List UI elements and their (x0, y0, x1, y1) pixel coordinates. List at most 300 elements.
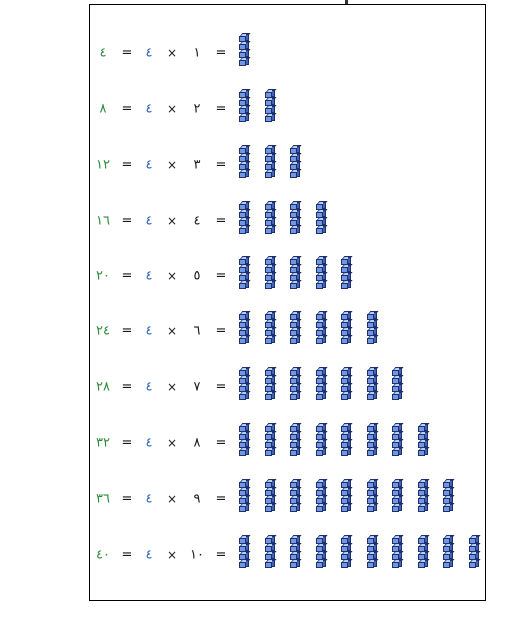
cube-icon (265, 169, 274, 176)
cube-icon (392, 439, 401, 446)
cube-icon (316, 327, 325, 334)
cube-icon (367, 423, 376, 430)
cube-icon (316, 423, 325, 430)
cube-icon (316, 272, 325, 279)
cube-stack (392, 535, 404, 575)
cube-icon (239, 559, 248, 566)
cube-icon (239, 256, 248, 263)
cube-icon (341, 375, 350, 382)
cube-icon (418, 495, 427, 502)
cube-icon (316, 201, 325, 208)
cube-icon (316, 311, 325, 318)
product-value: ٢٨ (96, 379, 110, 395)
equals-sign: = (121, 323, 133, 339)
cube-icon (418, 559, 427, 566)
multiplier-value: ٣ (193, 157, 201, 173)
cube-stack (418, 535, 430, 575)
cube-icon (239, 33, 248, 40)
cube-icon (443, 535, 452, 542)
cube-icon (316, 367, 325, 374)
cube-icon (367, 495, 376, 502)
cube-icon (265, 105, 274, 112)
cube-icon (265, 311, 274, 318)
cube-icon (443, 495, 452, 502)
product-value: ٢٠ (96, 268, 110, 284)
cube-icon (341, 319, 350, 326)
cube-icon (265, 551, 274, 558)
equals-sign: = (121, 547, 133, 563)
cube-icon (290, 225, 299, 232)
cube-icon (239, 335, 248, 342)
multiplicand-value: ٤ (145, 491, 153, 507)
cube-icon (316, 375, 325, 382)
cube-icon (367, 487, 376, 494)
cube-icon (367, 367, 376, 374)
cube-stack (469, 535, 481, 575)
cube-icon (316, 431, 325, 438)
cube-icon (367, 559, 376, 566)
cube-icon (239, 169, 248, 176)
cube-stack (290, 256, 302, 296)
cube-icon (239, 319, 248, 326)
cube-icon (265, 280, 274, 287)
cube-icon (341, 439, 350, 446)
multiplier-value: ٤ (193, 213, 201, 229)
multiplier-value: ١ (193, 45, 201, 61)
equals-sign: = (215, 45, 227, 61)
cube-icon (316, 280, 325, 287)
cube-icon (290, 272, 299, 279)
cube-icon (392, 487, 401, 494)
cube-icon (290, 201, 299, 208)
cube-icon (290, 367, 299, 374)
cube-icon (239, 280, 248, 287)
multiplicand-value: ٤ (145, 157, 153, 173)
cube-icon (265, 225, 274, 232)
multiplicand-value: ٤ (145, 101, 153, 117)
cube-icon (316, 543, 325, 550)
cube-icon (392, 479, 401, 486)
cube-icon (469, 551, 478, 558)
cube-icon (239, 113, 248, 120)
cube-icon (290, 153, 299, 160)
cube-stack (367, 479, 379, 519)
cube-icon (341, 383, 350, 390)
cube-icon (290, 495, 299, 502)
cube-icon (265, 201, 274, 208)
cube-icon (265, 145, 274, 152)
cube-icon (239, 431, 248, 438)
cube-icon (316, 335, 325, 342)
top-mark (345, 0, 348, 4)
cube-icon (290, 439, 299, 446)
cube-icon (418, 479, 427, 486)
cube-stack (239, 145, 251, 185)
cube-icon (290, 535, 299, 542)
cube-icon (341, 280, 350, 287)
cube-icon (239, 495, 248, 502)
cube-icon (418, 487, 427, 494)
cube-stack (290, 367, 302, 407)
cube-icon (392, 543, 401, 550)
cube-stack (341, 367, 353, 407)
cube-stack (418, 479, 430, 519)
cube-icon (418, 423, 427, 430)
cube-icon (239, 503, 248, 510)
cube-icon (392, 431, 401, 438)
cube-stack (392, 479, 404, 519)
table-row (89, 201, 486, 241)
cube-icon (341, 256, 350, 263)
cube-stack (239, 479, 251, 519)
cube-icon (341, 327, 350, 334)
cube-icon (316, 535, 325, 542)
product-value: ١٢ (96, 157, 110, 173)
cube-stack (265, 201, 277, 241)
product-value: ٣٦ (96, 491, 110, 507)
cube-icon (316, 551, 325, 558)
cube-icon (265, 327, 274, 334)
cube-icon (367, 391, 376, 398)
cube-icon (239, 423, 248, 430)
cube-stack (316, 479, 328, 519)
cube-icon (316, 319, 325, 326)
cube-icon (239, 543, 248, 550)
cube-stack (367, 423, 379, 463)
product-value: ٤ (99, 45, 107, 61)
cube-stack (290, 423, 302, 463)
equals-sign: = (121, 45, 133, 61)
cube-icon (469, 543, 478, 550)
cube-icon (341, 311, 350, 318)
cube-stack (265, 145, 277, 185)
table-row (89, 89, 486, 129)
cube-icon (265, 423, 274, 430)
equals-sign: = (121, 101, 133, 117)
multiplier-value: ٥ (193, 268, 201, 284)
multiplier-value: ٢ (193, 101, 201, 117)
equals-sign: = (121, 435, 133, 451)
cube-icon (239, 264, 248, 271)
cube-icon (290, 383, 299, 390)
cube-icon (392, 551, 401, 558)
equals-sign: = (121, 157, 133, 173)
product-value: ٨ (99, 101, 107, 117)
cube-icon (290, 217, 299, 224)
cube-icon (290, 487, 299, 494)
cube-icon (341, 535, 350, 542)
cube-icon (367, 335, 376, 342)
table-row (89, 256, 486, 296)
cube-icon (418, 447, 427, 454)
cube-stack (239, 256, 251, 296)
cube-icon (367, 375, 376, 382)
cube-icon (239, 153, 248, 160)
cube-icon (418, 503, 427, 510)
cube-icon (290, 431, 299, 438)
multiplicand-value: ٤ (145, 213, 153, 229)
cube-icon (290, 280, 299, 287)
equals-sign: = (215, 268, 227, 284)
times-sign: × (166, 324, 178, 338)
cube-icon (341, 431, 350, 438)
cube-icon (290, 327, 299, 334)
cube-icon (392, 375, 401, 382)
cube-icon (265, 439, 274, 446)
cube-icon (316, 447, 325, 454)
cube-icon (469, 535, 478, 542)
cube-icon (290, 209, 299, 216)
cube-icon (239, 487, 248, 494)
multiplier-value: ٦ (193, 323, 201, 339)
cube-stack (316, 535, 328, 575)
cube-icon (265, 97, 274, 104)
cube-icon (316, 225, 325, 232)
cube-icon (341, 495, 350, 502)
equals-sign: = (215, 435, 227, 451)
cube-icon (265, 89, 274, 96)
cube-icon (290, 256, 299, 263)
cube-icon (392, 503, 401, 510)
cube-icon (469, 559, 478, 566)
times-sign: × (166, 46, 178, 60)
cube-stack (316, 311, 328, 351)
cube-stack (290, 535, 302, 575)
cube-stack (239, 33, 251, 73)
equals-sign: = (215, 213, 227, 229)
cube-stack (265, 367, 277, 407)
cube-icon (239, 367, 248, 374)
cube-icon (392, 559, 401, 566)
times-sign: × (166, 492, 178, 506)
cube-icon (341, 367, 350, 374)
cube-stack (341, 479, 353, 519)
multiplier-value: ٧ (193, 379, 201, 395)
cube-icon (265, 543, 274, 550)
cube-stack (290, 311, 302, 351)
cube-icon (367, 431, 376, 438)
cube-icon (290, 169, 299, 176)
cube-icon (392, 495, 401, 502)
cube-icon (239, 535, 248, 542)
cube-stack (290, 479, 302, 519)
cube-icon (265, 217, 274, 224)
equals-sign: = (215, 101, 227, 117)
cube-icon (443, 503, 452, 510)
cube-icon (239, 225, 248, 232)
cube-icon (239, 209, 248, 216)
cube-icon (443, 559, 452, 566)
equals-sign: = (121, 213, 133, 229)
table-row (89, 479, 486, 519)
table-row (89, 367, 486, 407)
cube-icon (316, 503, 325, 510)
equals-sign: = (215, 547, 227, 563)
cube-icon (367, 543, 376, 550)
cube-icon (239, 447, 248, 454)
cube-icon (443, 487, 452, 494)
times-sign: × (166, 436, 178, 450)
cube-stack (367, 367, 379, 407)
cube-icon (341, 559, 350, 566)
cube-icon (239, 391, 248, 398)
cube-icon (316, 559, 325, 566)
table-row (89, 311, 486, 351)
cube-stack (392, 423, 404, 463)
cube-icon (265, 487, 274, 494)
multiplicand-value: ٤ (145, 323, 153, 339)
cube-icon (367, 327, 376, 334)
cube-icon (239, 311, 248, 318)
cube-icon (418, 543, 427, 550)
cube-stack (341, 311, 353, 351)
cube-icon (239, 551, 248, 558)
cube-stack (239, 535, 251, 575)
cube-icon (239, 217, 248, 224)
cube-icon (290, 543, 299, 550)
cube-icon (239, 89, 248, 96)
multiplicand-value: ٤ (145, 547, 153, 563)
cube-icon (265, 272, 274, 279)
cube-icon (265, 161, 274, 168)
cube-icon (392, 391, 401, 398)
cube-stack (316, 201, 328, 241)
cube-icon (316, 479, 325, 486)
cube-icon (443, 479, 452, 486)
cube-stack (341, 535, 353, 575)
multiplicand-value: ٤ (145, 45, 153, 61)
cube-icon (316, 217, 325, 224)
cube-icon (367, 439, 376, 446)
cube-icon (316, 439, 325, 446)
cube-icon (341, 391, 350, 398)
cube-icon (392, 423, 401, 430)
cube-icon (341, 503, 350, 510)
cube-icon (392, 535, 401, 542)
cube-stack (341, 423, 353, 463)
cube-icon (239, 375, 248, 382)
cube-stack (239, 89, 251, 129)
cube-icon (392, 447, 401, 454)
cube-icon (265, 431, 274, 438)
equals-sign: = (215, 157, 227, 173)
cube-icon (265, 319, 274, 326)
table-row (89, 145, 486, 185)
cube-icon (316, 264, 325, 271)
cube-icon (290, 145, 299, 152)
cube-icon (239, 272, 248, 279)
cube-icon (290, 551, 299, 558)
times-sign: × (166, 102, 178, 116)
cube-icon (265, 559, 274, 566)
cube-stack (392, 367, 404, 407)
cube-icon (316, 495, 325, 502)
cube-stack (418, 423, 430, 463)
cube-stack (265, 423, 277, 463)
times-sign: × (166, 269, 178, 283)
cube-stack (367, 311, 379, 351)
multiplicand-value: ٤ (145, 268, 153, 284)
cube-stack (316, 423, 328, 463)
cube-icon (239, 439, 248, 446)
cube-icon (265, 535, 274, 542)
cube-icon (341, 487, 350, 494)
cube-stack (443, 479, 455, 519)
cube-icon (265, 495, 274, 502)
cube-icon (290, 423, 299, 430)
cube-icon (239, 201, 248, 208)
cube-icon (367, 447, 376, 454)
cube-icon (341, 479, 350, 486)
cube-stack (239, 367, 251, 407)
cube-icon (290, 319, 299, 326)
cube-stack (290, 145, 302, 185)
cube-icon (367, 311, 376, 318)
cube-stack (239, 423, 251, 463)
cube-icon (265, 264, 274, 271)
multiplier-value: ١٠ (190, 547, 204, 563)
cube-icon (290, 335, 299, 342)
cube-icon (367, 479, 376, 486)
cube-stack (265, 89, 277, 129)
product-value: ١٦ (96, 213, 110, 229)
cube-icon (265, 479, 274, 486)
cube-icon (341, 543, 350, 550)
cube-icon (341, 272, 350, 279)
equals-sign: = (121, 491, 133, 507)
cube-icon (239, 105, 248, 112)
multiplicand-value: ٤ (145, 435, 153, 451)
cube-icon (265, 503, 274, 510)
product-value: ٢٤ (96, 323, 110, 339)
cube-icon (367, 383, 376, 390)
cube-icon (239, 145, 248, 152)
cube-icon (290, 391, 299, 398)
cube-icon (418, 551, 427, 558)
cube-icon (265, 447, 274, 454)
cube-stack (265, 311, 277, 351)
cube-icon (316, 256, 325, 263)
cube-icon (265, 113, 274, 120)
cube-icon (290, 559, 299, 566)
cube-icon (316, 391, 325, 398)
times-sign: × (166, 158, 178, 172)
cube-icon (239, 161, 248, 168)
cube-stack (443, 535, 455, 575)
cube-icon (316, 487, 325, 494)
cube-icon (239, 97, 248, 104)
cube-stack (316, 367, 328, 407)
cube-stack (265, 479, 277, 519)
cube-icon (443, 551, 452, 558)
multiplicand-value: ٤ (145, 379, 153, 395)
cube-icon (290, 311, 299, 318)
times-sign: × (166, 380, 178, 394)
cube-icon (290, 447, 299, 454)
cube-icon (367, 535, 376, 542)
times-sign: × (166, 214, 178, 228)
equals-sign: = (121, 379, 133, 395)
cube-icon (341, 551, 350, 558)
cube-icon (418, 535, 427, 542)
cube-stack (239, 201, 251, 241)
product-value: ٤٠ (96, 547, 110, 563)
cube-icon (265, 335, 274, 342)
cube-icon (316, 383, 325, 390)
cube-icon (290, 375, 299, 382)
cube-icon (367, 503, 376, 510)
equals-sign: = (121, 268, 133, 284)
